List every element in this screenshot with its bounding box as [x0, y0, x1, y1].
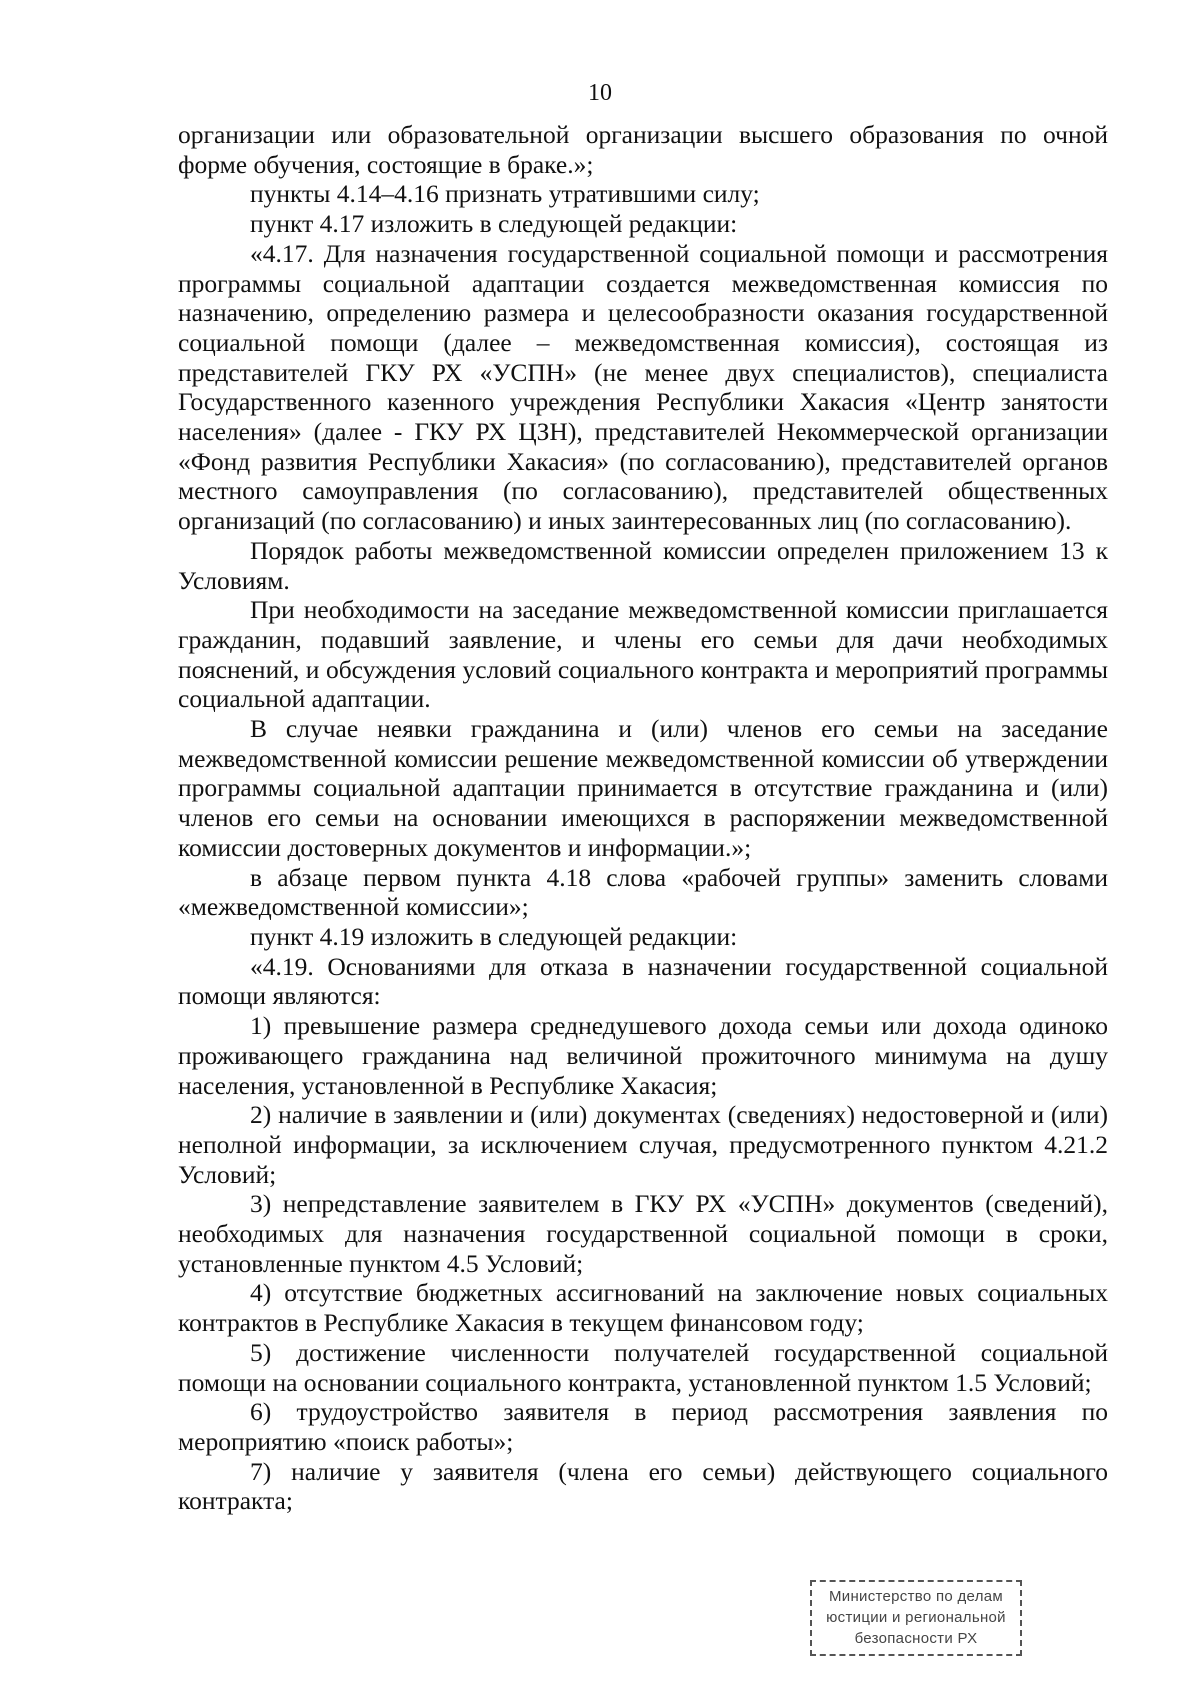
list-item-1: 1) превышение размера среднедушевого дохода семьи или дохода одиноко проживающего гражданина над величиной прожиточного минимума на душу населения, установленной в Республике Хакасия; — [178, 1011, 1108, 1100]
stamp-line-2: юстиции и региональной — [826, 1609, 1006, 1626]
paragraph-continuation: организации или образовательной организации высшего образования по очной форме обучения, состоящие в браке.»; — [178, 120, 1108, 179]
list-item-5: 5) достижение численности получателей государственной социальной помощи на основании социального контракта, установленной пунктом 1.5 Условий; — [178, 1337, 1108, 1397]
paragraph-item-4-19: «4.19. Основаниями для отказа в назначении государственной социальной помощи являются: — [178, 951, 1108, 1011]
list-item-3: 3) непредставление заявителем в ГКУ РХ «УСПН» документов (сведений), необходимых для назначения государственной социальной помощи в сроки, установленные пунктом 4.5 Условий; — [178, 1189, 1108, 1278]
paragraph-commission-invitation: При необходимости на заседание межведомственной комиссии приглашается гражданин, подавший заявление, и члены его семьи для дачи необходимых пояснений, и обсуждения условий социального контракта и мероприятий программы социальной адаптации. — [178, 595, 1108, 714]
document-body — [178, 120, 1108, 1516]
paragraph-item-4-17-intro: пункт 4.17 изложить в следующей редакции: — [250, 209, 738, 239]
list-item-4: 4) отсутствие бюджетных ассигнований на заключение новых социальных контрактов в Республике Хакасия в текущем финансовом году; — [178, 1278, 1108, 1338]
paragraph-item-4-18-amendment: в абзаце первом пункта 4.18 слова «рабочей группы» заменить словами «межведомственной комиссии»; — [178, 862, 1108, 922]
page-number: 10 — [588, 80, 612, 106]
registration-stamp — [810, 1580, 1022, 1656]
stamp-line-3: безопасности РХ — [854, 1630, 978, 1647]
paragraph-items-repealed: пункты 4.14–4.16 признать утратившими силу; — [250, 179, 760, 209]
paragraph-non-appearance: В случае неявки гражданина и (или) членов его семьи на заседание межведомственной комиссии решение межведомственной комиссии об утверждении программы социальной адаптации принимается в отсутствие гражданина и (или) членов его семьи на основании имеющихся в распоряжении межведомственной комиссии достоверных документов и информации.»; — [178, 714, 1108, 862]
paragraph-item-4-19-intro: пункт 4.19 изложить в следующей редакции: — [250, 921, 738, 951]
paragraph-item-4-17: «4.17. Для назначения государственной социальной помощи и рассмотрения программы социальной адаптации создается межведомственная комиссия по назначению, определению размера и целесообразности оказания государственной социальной помощи (далее – межведомственная комиссия), состоящая из представителей ГКУ РХ «УСПН» (не менее двух специалистов), специалиста Государственного казенного учреждения Республики Хакасия «Центр занятости населения» (далее - ГКУ РХ ЦЗН), представителей Некоммерческой организации «Фонд развития Республики Хакасия» (по согласованию), представителей органов местного самоуправления (по согласованию), представителей общественных организаций (по согласованию) и иных заинтересованных лиц (по согласованию). — [178, 238, 1108, 536]
paragraph-commission-procedure: Порядок работы межведомственной комиссии определен приложением 13 к Условиям. — [178, 535, 1108, 595]
list-item-2: 2) наличие в заявлении и (или) документах (сведениях) недостоверной и (или) неполной информации, за исключением случая, предусмотренного пунктом 4.21.2 Условий; — [178, 1100, 1108, 1189]
list-item-6: 6) трудоустройство заявителя в период рассмотрения заявления по мероприятию «поиск работы»; — [178, 1397, 1108, 1456]
stamp-line-1: Министерство по делам — [828, 1588, 1004, 1605]
list-item-7: 7) наличие у заявителя (члена его семьи) действующего социального контракта; — [178, 1456, 1108, 1516]
